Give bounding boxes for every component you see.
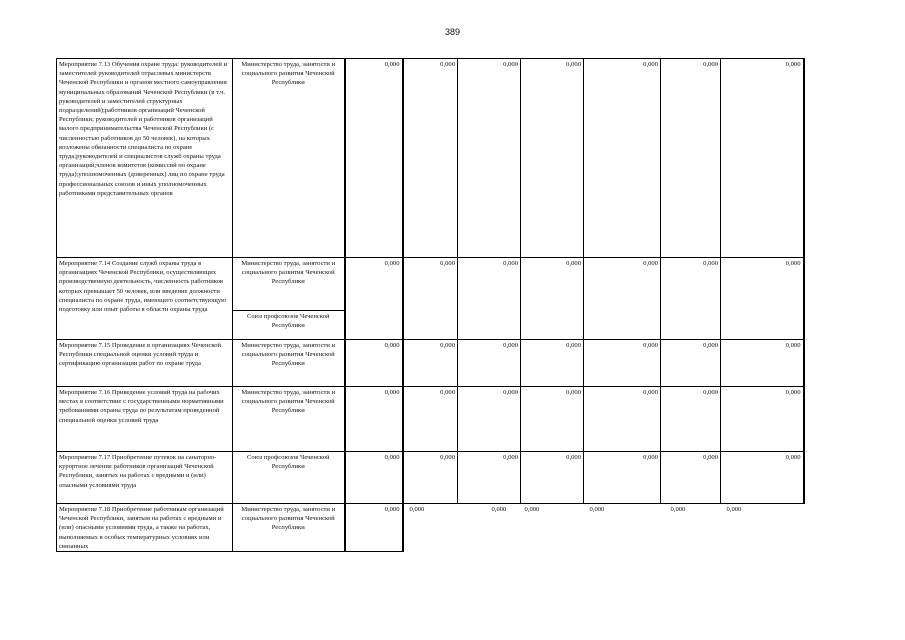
activity-description bbox=[57, 504, 233, 552]
funding-value: 0,000 bbox=[721, 258, 804, 340]
activity-description bbox=[57, 452, 233, 504]
funding-value: 0,000 bbox=[726, 506, 742, 513]
funding-value: 0,000 bbox=[521, 59, 584, 258]
activity-description bbox=[57, 258, 233, 340]
responsible-executor: Союз профсоюзов Чеченской Республики bbox=[233, 452, 345, 504]
responsible-executor: Союз профсоюзов Чеченской Республики bbox=[233, 310, 345, 339]
funding-value: 0,000 bbox=[458, 59, 521, 258]
funding-value: 0,000 bbox=[491, 506, 507, 513]
funding-value: 0,000 bbox=[458, 340, 521, 387]
activity-description-text: Мероприятие 7.17 Приобретение путевок на санаторно-курортное лечение работников организаций Чеченской Республики, занятых на работах с вредными и (или) опасными условиями труда bbox=[59, 454, 217, 489]
program-table bbox=[56, 58, 805, 552]
table-row bbox=[57, 387, 804, 452]
activity-description: Мероприятие 7.15 Проведение в организациях Чеченской Республики специальной оценки условий труда и сертификацию организации работ по охране труда bbox=[57, 340, 233, 387]
funding-value: 0,000 bbox=[721, 452, 804, 504]
funding-value: 0,000 bbox=[403, 59, 458, 258]
funding-value: 0,000 bbox=[409, 506, 425, 513]
funding-value: 0,000 bbox=[403, 340, 458, 387]
funding-value: 0,000 bbox=[661, 59, 721, 258]
activity-description-text: Мероприятие 7.18 Приобретение работникам организаций Чеченской Республики, занятым на работах с вредными и (или) опасными условиями труда, а также на работах, выполняемых в особых температурных условиях или связанных bbox=[59, 506, 224, 550]
funding-value: 0,000 bbox=[458, 258, 521, 340]
page-number: 389 bbox=[444, 27, 461, 37]
funding-value: 0,000 bbox=[458, 387, 521, 452]
funding-value: 0,000 bbox=[584, 258, 661, 340]
activity-description-text: Мероприятие 7.14 Создание служб охраны труда в организациях Чеченской Республики, осуществляющих производственную деятельность, численность работников которых превышает 50 человек, или введение должности специалиста по охране труда, имеющего соответствующую подготовку или опыт работы в области охраны труда bbox=[59, 260, 227, 314]
funding-value: 0,000 bbox=[721, 59, 804, 258]
activity-description: Мероприятие 7.13 Обучения охране труда: руководителей и заместителей руководителей отраслевых министерств Чеченской Республики и органов местного самоуправления муниципальных образований Чеченской Республики (в т.ч. руководителей и заместителей структурных подразделений);работников организаций Чеченской Республики; руководителей и работников организаций малого предпринимательства Чеченской Республики (с численностью работников до 50 человек), на которых возложены обязанности специалиста по охране труда;руководителей и специалистов служб охраны труда организаций;членов комитетов (комиссий по охране труда);уполномоченных (доверенных) лиц по охране труда профессиональных союзов и иных уполномоченных работниками представительных органов bbox=[57, 59, 233, 258]
funding-value: 0,000 bbox=[721, 387, 804, 452]
funding-value: 0,000 bbox=[345, 452, 403, 504]
responsible-executor: Министерство труда, занятости и социального развития Чеченской Республики bbox=[233, 340, 345, 387]
table-row bbox=[57, 340, 804, 387]
funding-value: 0,000 bbox=[521, 340, 584, 387]
funding-value: 0,000 bbox=[589, 506, 605, 513]
funding-value: 0,000 bbox=[661, 387, 721, 452]
table-row bbox=[57, 504, 804, 552]
funding-value: 0,000 bbox=[345, 258, 403, 340]
activity-description: Мероприятие 7.16 Приведение условий труда на рабочих местах в соответствие с государственными нормативными требованиями охраны труда по результатам проведенной специальной оценки условий труда bbox=[57, 387, 233, 452]
funding-value: 0,000 bbox=[403, 387, 458, 452]
responsible-executor: Министерство труда, занятости и социального развития Чеченской Республики bbox=[233, 387, 345, 452]
funding-value: 0,000 bbox=[584, 452, 661, 504]
funding-value: 0,000 bbox=[661, 340, 721, 387]
table-row bbox=[57, 258, 804, 311]
funding-value: 0,000 bbox=[584, 59, 661, 258]
funding-value: 0,000 bbox=[403, 258, 458, 340]
table-row bbox=[57, 59, 804, 258]
funding-value: 0,000 bbox=[521, 258, 584, 340]
funding-value: 0,000 bbox=[661, 258, 721, 340]
responsible-executor: Министерство труда, занятости и социального развития Чеченской Республики bbox=[233, 258, 345, 311]
funding-value: 0,000 bbox=[345, 59, 403, 258]
responsible-executor: Министерство труда, занятости и социального развития Чеченской Республики bbox=[233, 59, 345, 258]
funding-value: 0,000 bbox=[403, 452, 458, 504]
funding-value: 0,000 bbox=[345, 387, 403, 452]
funding-value: 0,000 bbox=[584, 340, 661, 387]
funding-value: 0,000 bbox=[521, 452, 584, 504]
funding-value: 0,000 bbox=[661, 452, 721, 504]
table-row bbox=[57, 452, 804, 504]
funding-value: 0,000 bbox=[345, 340, 403, 387]
responsible-executor: Министерство труда, занятости и социального развития Чеченской Республики bbox=[233, 504, 345, 552]
funding-value: 0,000 bbox=[584, 387, 661, 452]
funding-value: 0,000 bbox=[521, 387, 584, 452]
funding-value: 0,000 bbox=[345, 504, 403, 552]
funding-value: 0,000 bbox=[721, 340, 804, 387]
funding-value: 0,000 bbox=[524, 506, 540, 513]
funding-value: 0,000 bbox=[458, 452, 521, 504]
funding-value: 0,000 bbox=[670, 506, 686, 513]
